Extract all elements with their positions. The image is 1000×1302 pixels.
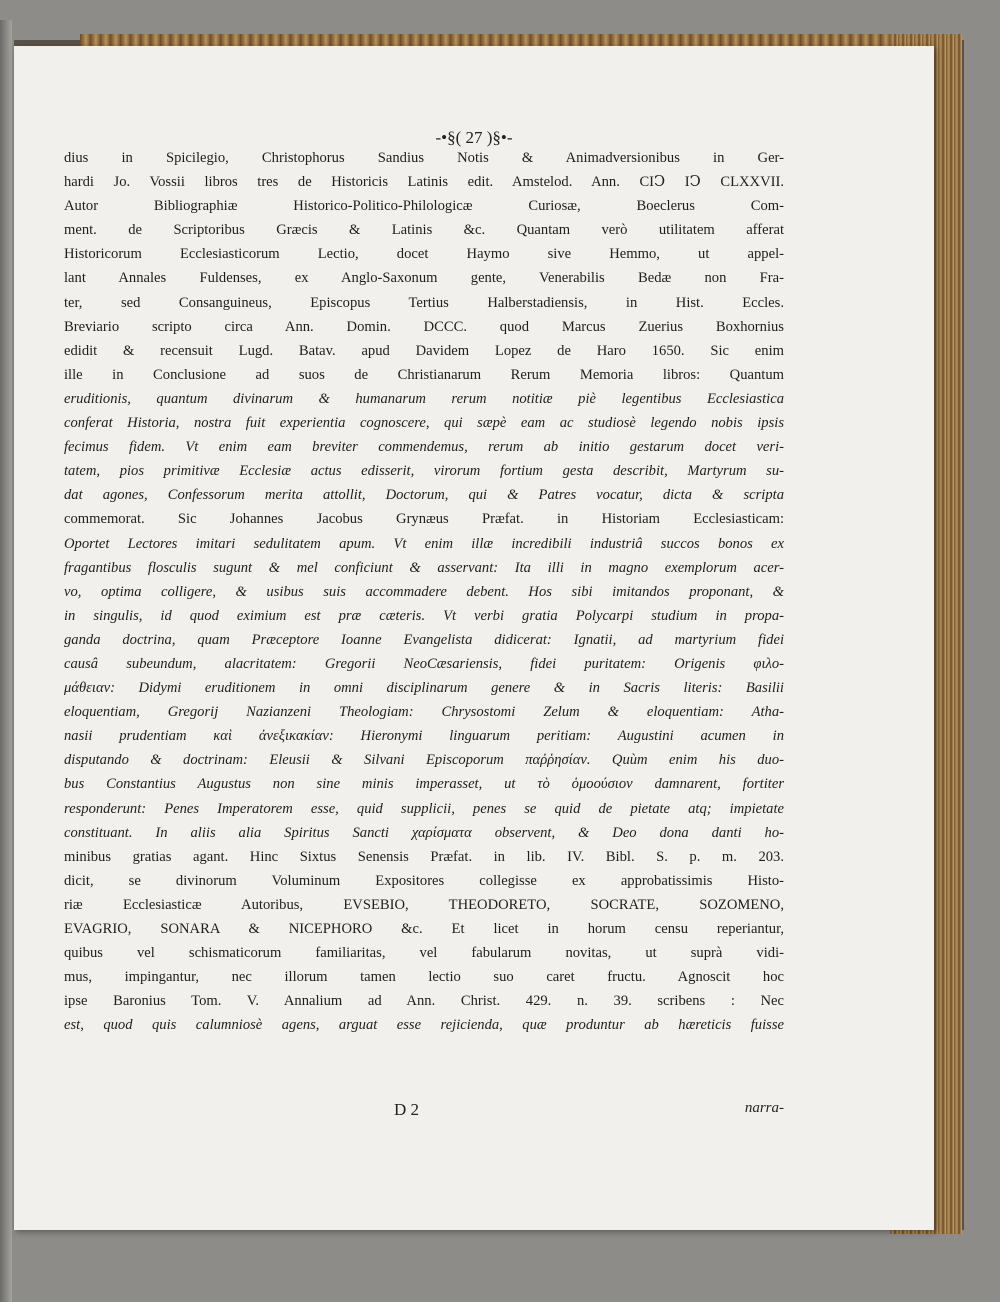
- text-line: hardi Jo. Vossii libros tres de Historicis Latinis edit. Amstelod. Ann. CIↃ IↃ CLXXVII.: [64, 174, 784, 191]
- text-line: Breviario scripto circa Ann. Domin. DCCC. quod Marcus Zuerius Boxhornius: [64, 318, 784, 335]
- text-line: mus, impingantur, nec illorum tamen lectio suo caret fructu. Agnoscit hoc: [64, 969, 784, 986]
- text-line: est, quod quis calumniosè agens, arguat esse rejicienda, quæ produntur ab hæreticis fuisse: [64, 1017, 784, 1034]
- adjacent-page-edge: [0, 20, 12, 1302]
- catchword: narra-: [744, 1100, 784, 1116]
- text-line: riæ Ecclesiasticæ Autoribus, EVSEBIO, THEODORETO, SOCRATE, SOZOMENO,: [64, 896, 784, 913]
- text-line: ganda doctrina, quam Præceptore Ioanne Evangelista didicerat: Ignatii, ad martyrium fidei: [64, 631, 784, 648]
- text-line: μάθειαν: Didymi eruditionem in omni disciplinarum genere & in Sacris literis: Basilii: [64, 680, 784, 697]
- text-line: ipse Baronius Tom. V. Annalium ad Ann. Christ. 429. n. 39. scribens : Nec: [64, 993, 784, 1010]
- text-line: EVAGRIO, SONARA & NICEPHORO &c. Et licet in horum censu reperiantur,: [64, 921, 784, 937]
- text-line: dat agones, Confessorum merita attollit, Doctorum, qui & Patres vocatur, dicta & scripta: [64, 487, 784, 504]
- text-line: eruditionis, quantum divinarum & humanarum rerum notitiæ piè legentibus Ecclesiastica: [64, 390, 784, 407]
- text-line: nasii prudentiam καὶ ἀνεξικακίαν: Hieronymi linguarum peritiam: Augustini acumen in: [64, 728, 784, 745]
- text-line: lant Annales Fuldenses, ex Anglo-Saxonum gente, Venerabilis Bedæ non Fra-: [64, 270, 784, 287]
- body-text: [64, 146, 784, 1037]
- text-line: Autor Bibliographiæ Historico-Politico-Philologicæ Curiosæ, Boeclerus Com-: [64, 198, 784, 215]
- page-number-header: -•§( 27 )§•-: [435, 128, 513, 147]
- text-line: fecimus fidem. Vt enim eam breviter commendemus, rerum ab initio gestarum docet veri-: [64, 439, 784, 456]
- signature-mark: D 2: [394, 1100, 420, 1119]
- text-line: dicit, se divinorum Voluminum Expositores collegisse ex approbatissimis Histo-: [64, 872, 784, 889]
- text-line: ille in Conclusione ad suos de Christianarum Rerum Memoria libros: Quantum: [64, 366, 784, 383]
- text-line: bus Constantius Augustus non sine minis imperasset, ut τὸ ὁμοούσιον damnarent, fortiter: [64, 776, 784, 793]
- text-line: constituant. In aliis alia Spiritus Sancti χαρίσματα observent, & Deo dona danti ho-: [64, 824, 784, 841]
- text-line: disputando & doctrinam: Eleusii & Silvani Episcoporum παῤῥησίαν. Quùm enim his duo-: [64, 752, 784, 769]
- text-line: causâ subeundum, alacritatem: Gregorii NeoCæsariensis, fidei puritatem: Origenis φιλο-: [64, 655, 784, 672]
- text-line: responderunt: Penes Imperatorem esse, quid supplicii, penes se quid de pietate atq; impietate: [64, 800, 784, 817]
- text-line: minibus gratias agant. Hinc Sixtus Senensis Præfat. in lib. IV. Bibl. S. p. m. 203.: [64, 848, 784, 865]
- text-line: Historicorum Ecclesiasticorum Lectio, docet Haymo sive Hemmo, ut appel-: [64, 246, 784, 263]
- book-page: [14, 46, 934, 1230]
- text-line: ment. de Scriptoribus Græcis & Latinis &c. Quantam verò utilitatem afferat: [64, 222, 784, 239]
- text-line: quibus vel schismaticorum familiaritas, vel fabularum novitas, ut suprà vidi-: [64, 945, 784, 962]
- text-line: conferat Historia, nostra fuit experientia cognoscere, qui sæpè eam ac studiosè legendo nobis ipsis: [64, 415, 784, 432]
- text-line: Oportet Lectores imitari sedulitatem apum. Vt enim illæ incredibili industriâ succos bonos ex: [64, 535, 784, 552]
- text-line: commemorat. Sic Johannes Jacobus Grynæus Præfat. in Historiam Ecclesiasticam:: [64, 511, 784, 528]
- text-line: eloquentiam, Gregorij Nazianzeni Theologiam: Chrysostomi Zelum & eloquentiam: Atha-: [64, 704, 784, 721]
- text-line: tatem, pios primitivæ Ecclesiæ actus edisserit, virorum fortium gesta describit, Martyrum su-: [64, 463, 784, 480]
- text-line: edidit & recensuit Lugd. Batav. apud Davidem Lopez de Haro 1650. Sic enim: [64, 342, 784, 359]
- text-line: ter, sed Consanguineus, Episcopus Tertius Halberstadiensis, in Hist. Eccles.: [64, 294, 784, 311]
- text-line: fragantibus flosculis sugunt & mel conficiunt & asservant: Ita illi in magno exemplorum acer-: [64, 559, 784, 576]
- text-line: in singulis, id quod eximium est præ cæteris. Vt verbi gratia Polycarpi studium in propa-: [64, 607, 784, 624]
- text-line: vo, optima colligere, & usibus suis accommadere debent. Hos sibi imitandos proponant, &: [64, 583, 784, 600]
- page-footer: [64, 1100, 784, 1124]
- text-line: dius in Spicilegio, Christophorus Sandius Notis & Animadversionibus in Ger-: [64, 150, 784, 166]
